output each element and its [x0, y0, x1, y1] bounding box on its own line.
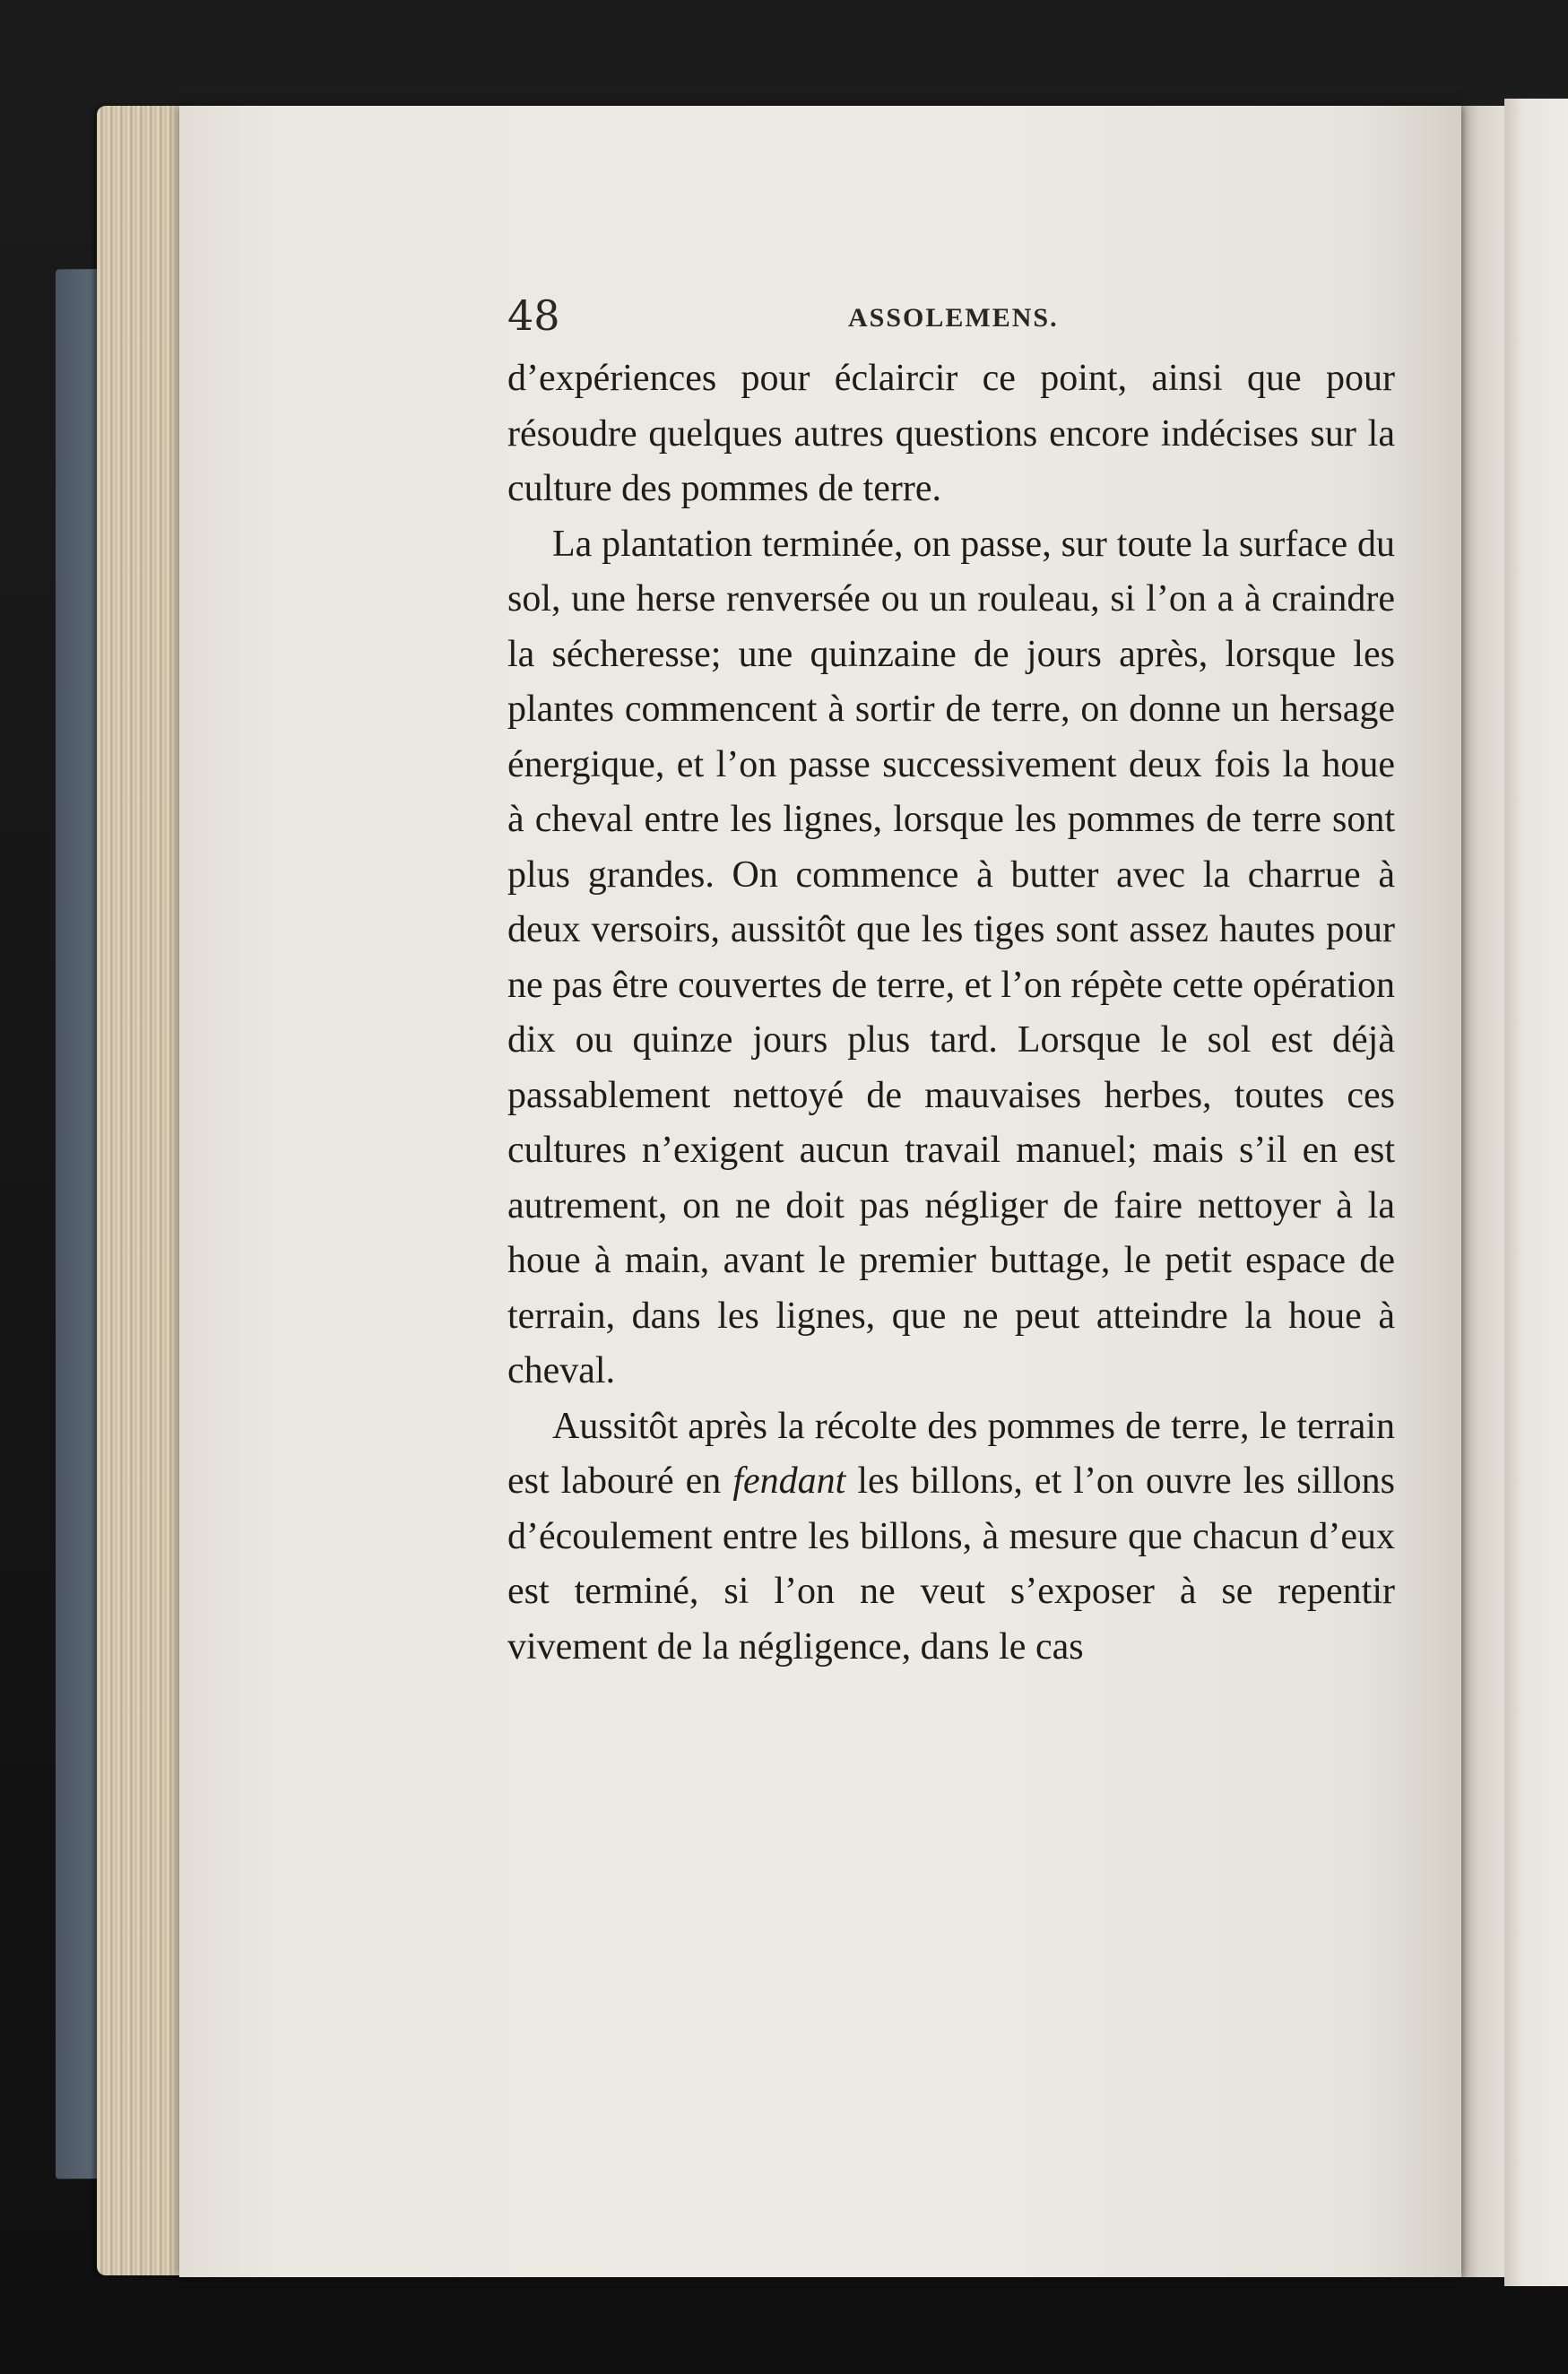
- paragraph-text: les billons, et l’on ouvre les sillons d’écoulement entre les billons, à mesure que chacun d’eux est terminé, si l’on ne veut s’exposer à se repentir vivement de la négligence, dans le cas: [507, 1460, 1395, 1668]
- page-header: [507, 289, 1395, 342]
- paragraph: [507, 1399, 1395, 1676]
- paragraph-text: Aussitôt après la récolte des pommes de terre, le terrain est labouré en: [507, 1405, 1395, 1502]
- paragraph: La plantation terminée, on passe, sur toute la surface du sol, une herse renversée ou un rouleau, si l’on a à craindre la sécheresse; une quinzaine de jours après, lorsque les plantes commencent à sortir de terre, on donne un hersage énergique, et l’on passe successivement deux fois la houe à cheval entre les lignes, lorsque les pommes de terre sont plus grandes. On commence à butter avec la charrue à deux versoirs, aussitôt que les tiges sont assez hautes pour ne pas être couvertes de terre, et l’on répète cette opération dix ou quinze jours plus tard. Lorsque le sol est déjà passablement nettoyé de mauvaises herbes, toutes ces cultures n’exigent aucun travail manuel; mais s’il en est autrement, on ne doit pas négliger de faire nettoyer à la houe à main, avant le premier buttage, le petit espace de terrain, dans les lignes, que ne peut atteindre la houe à cheval.: [507, 523, 1395, 1391]
- emphasized-word: fendant: [732, 1460, 846, 1502]
- page-number: 48: [507, 291, 560, 340]
- body-text: [507, 351, 1395, 1675]
- running-title: ASSOLEMENS.: [848, 303, 1059, 333]
- facing-page-edge: [1504, 99, 1568, 2286]
- paragraph: d’expériences pour éclaircir ce point, ainsi que pour résoudre quelques autres questions encore indécises sur la culture des pommes de terre.: [507, 358, 1395, 509]
- book-gutter: [1461, 106, 1504, 2277]
